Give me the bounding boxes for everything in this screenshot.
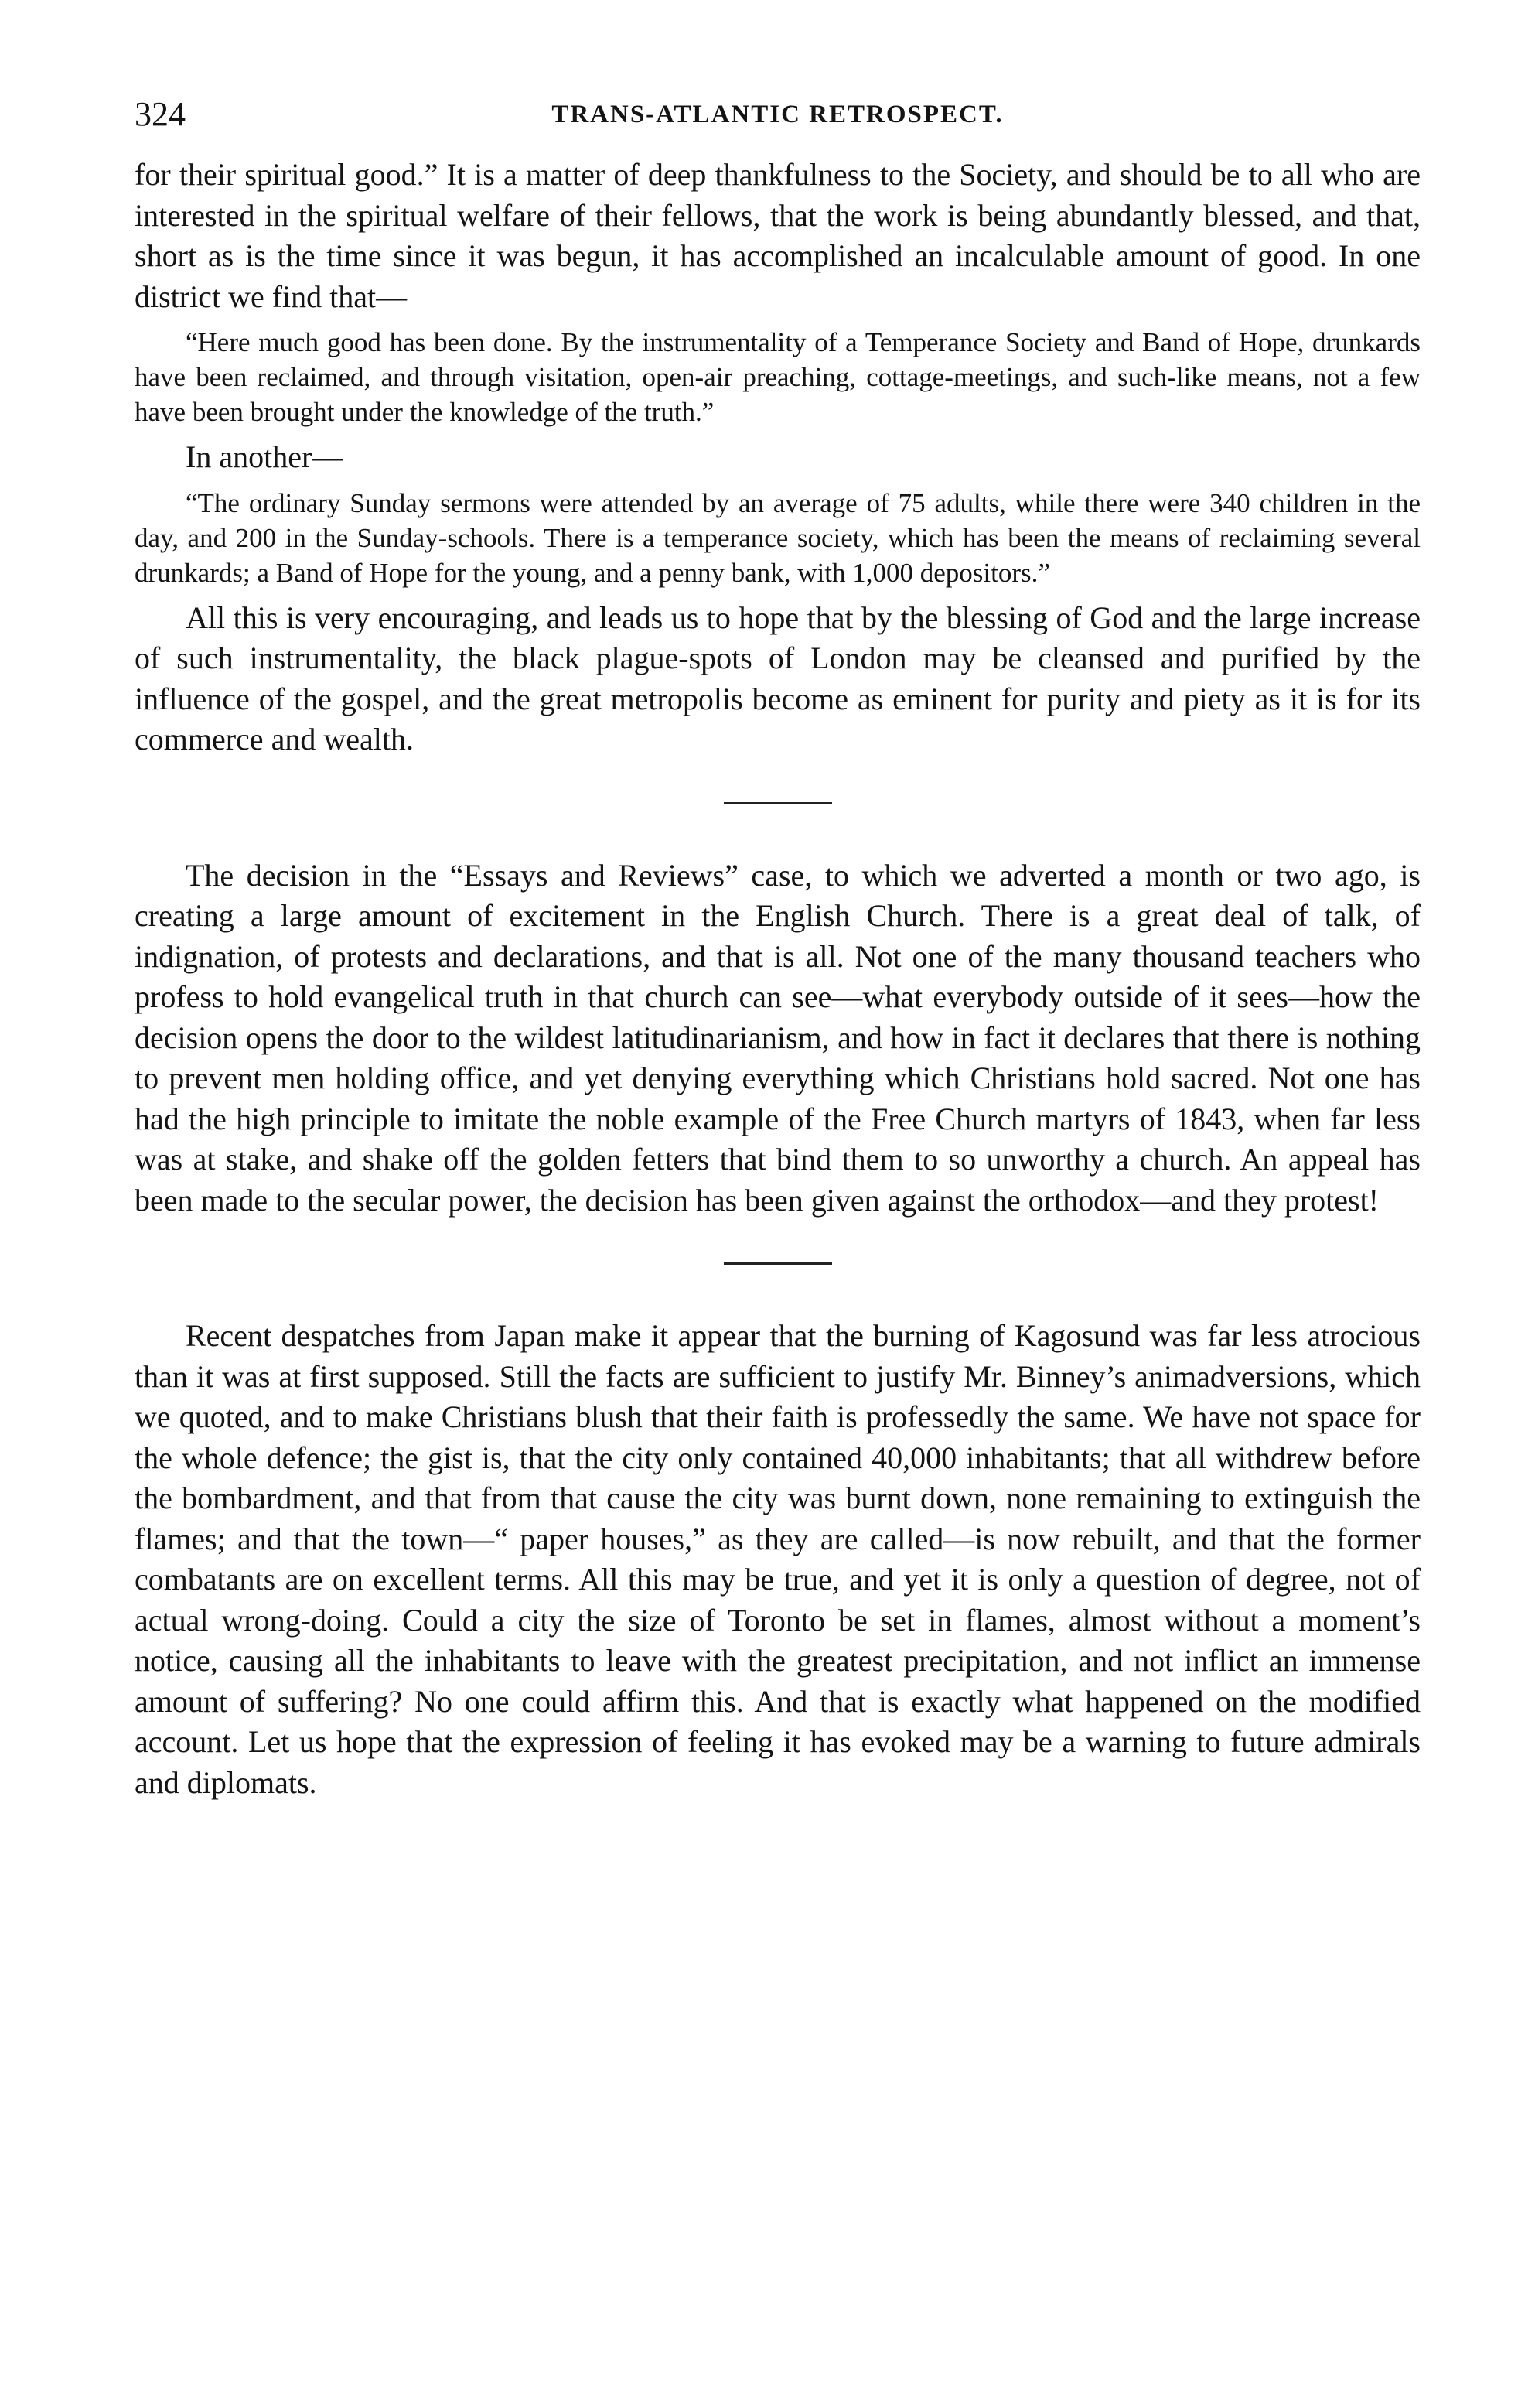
page-number: 324 xyxy=(135,95,186,133)
running-title: TRANS-ATLANTIC RETROSPECT. xyxy=(551,101,1004,128)
paragraph-essays-and-reviews: The decision in the “Essays and Reviews” case, to which we adverted a month or two ago, is creating a large amount of excitement in the English Church. There is a great deal of talk, of indignation, of protests and declarations, and that is all. Not one of the many thousand teachers who profess to hold evangelical truth in that church can see—what everybody outside of it sees—how the decision opens the door to the wildest latitudinarianism, and how in fact it declares that there is nothing to prevent men holding office, and yet denying everything which Christians hold sacred. Not one has had the high principle to imitate the noble example of the Free Church martyrs of 1843, when far less was at stake, and shake off the golden fetters that bind them to so unworthy a church. An appeal has been made to the secular power, the decision has been given against the orthodox—and they protest! xyxy=(135,857,1421,1218)
lead-in-another: In another— xyxy=(186,439,343,474)
paragraph-japan-despatches: Recent despatches from Japan make it appear that the burning of Kagosund was far less atrocious than it was at first supposed. Still the facts are sufficient to justify Mr. Binney’s animadversions, which we quoted, and to make Christians blush that their faith is professedly the same. We have not space for the whole defence; the gist is, that the city only contained 40,000 inhabitants; that all withdrew before the bombardment, and that from that cause the city was burnt down, none remaining to extinguish the flames; and that the town—“ paper houses,” as they are called—is now rebuilt, and that the former combatants are on excellent terms. All this may be true, and yet it is only a question of degree, not of actual wrong-doing. Could a city the size of Toronto be set in flames, almost without a moment’s notice, causing all the inhabitants to leave with the greatest precipitation, and not inflict an immense amount of suffering? No one could affirm this. And that is exactly what happened on the modified account. Let us hope that the expression of feeling it has evoked may be a warning to future admirals and diplomats. xyxy=(135,1318,1421,1800)
section-divider xyxy=(724,802,832,804)
paragraph-spiritual-good: for their spiritual good.” It is a matter of deep thankfulness to the Society, and should be to all who are interested in the spiritual welfare of their fellows, that the work is being abundantly blessed, and that, short as is the time since it was begun, it has accomplished an incalculable amount of good. In one district we find that— xyxy=(135,157,1421,314)
section-divider xyxy=(724,1262,832,1265)
running-head xyxy=(135,91,1421,138)
book-page xyxy=(135,91,1421,1803)
quote-sunday-sermons: “The ordinary Sunday sermons were attended by an average of 75 adults, while there were 340 children in the day, and 200 in the Sunday-schools. There is a temperance society, which has been the means of reclaiming several drunkards; a Band of Hope for the young, and a penny bank, with 1,000 depositors.” xyxy=(135,487,1421,588)
quote-temperance-society: “Here much good has been done. By the instrumentality of a Temperance Society and Band of Hope, drunkards have been reclaimed, and through visitation, open-air preaching, cottage-meetings, and such-like means, not a few have been brought under the knowledge of the truth.” xyxy=(135,327,1421,427)
paragraph-encouraging: All this is very encouraging, and leads us to hope that by the blessing of God and the large increase of such instrumentality, the black plague-spots of London may be cleansed and purified by the influence of the gospel, and the great metropolis become as eminent for purity and piety as it is for its commerce and wealth. xyxy=(135,599,1421,757)
